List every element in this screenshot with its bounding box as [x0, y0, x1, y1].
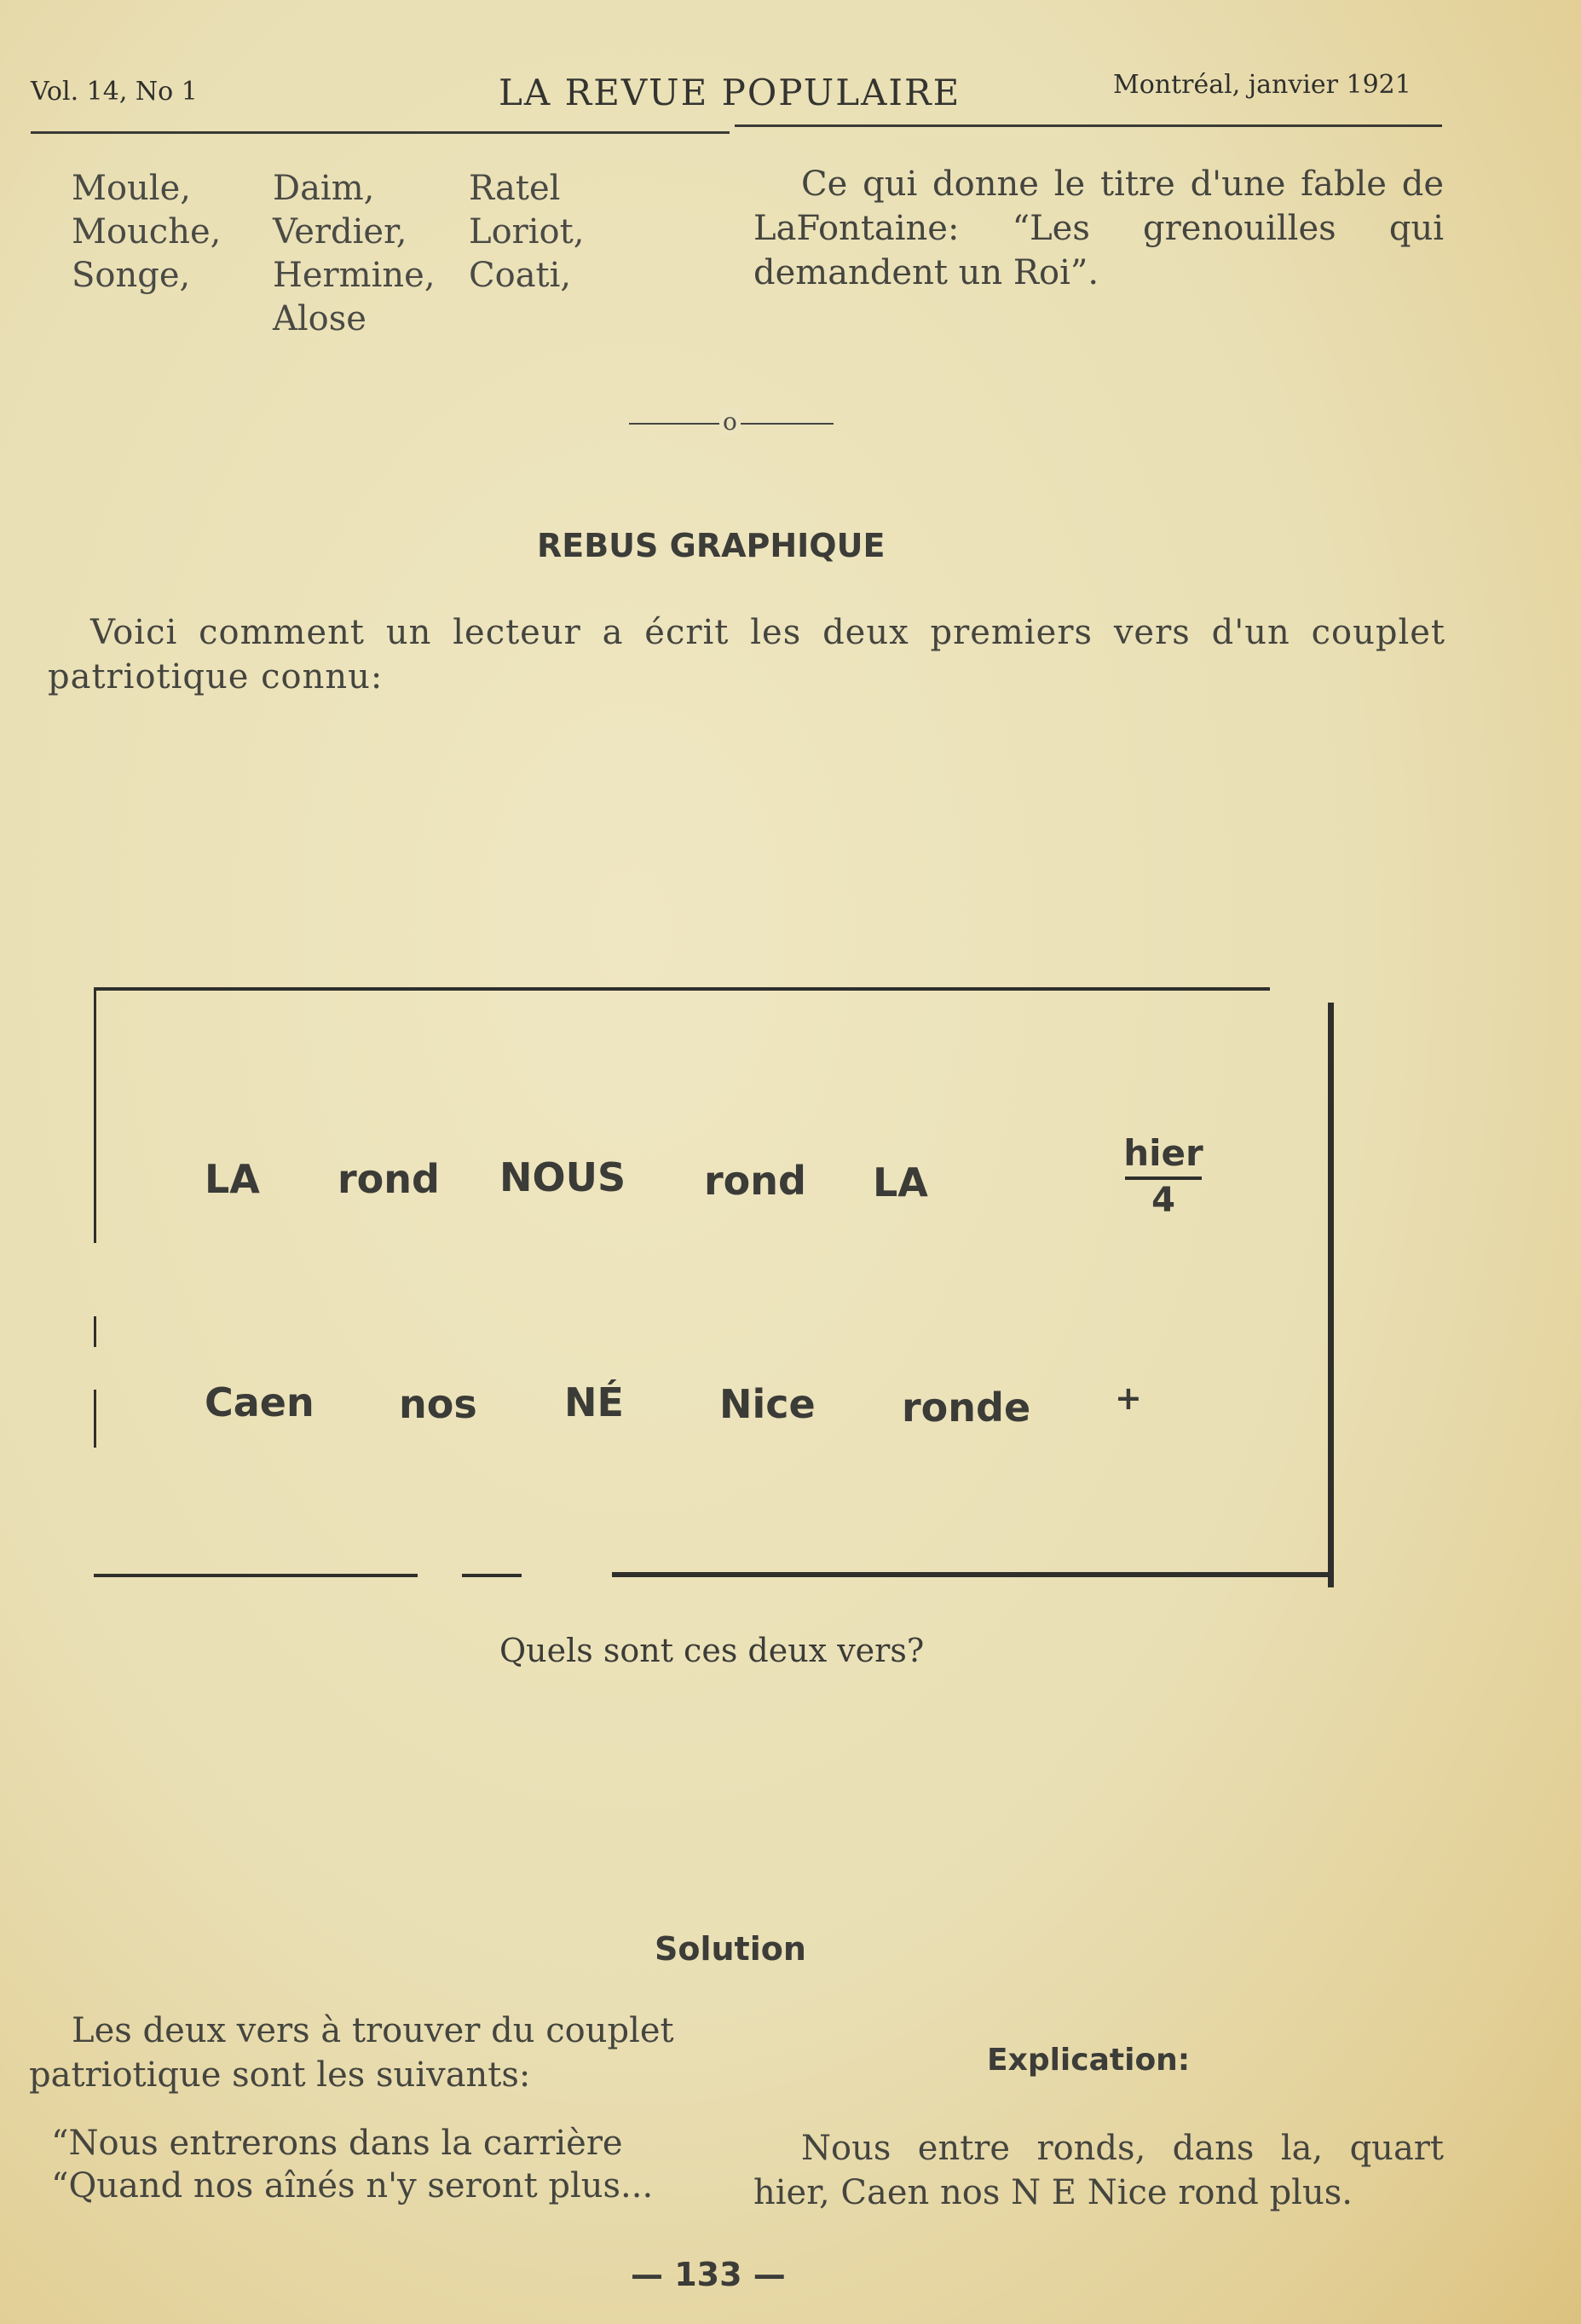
list-item: Verdier,: [273, 212, 407, 251]
box-top-border: [94, 987, 1270, 991]
explanation-heading: Explication:: [987, 2043, 1191, 2078]
rebus-fraction: [1117, 1132, 1210, 1219]
word-column-1: [72, 167, 221, 298]
list-item: Daim,: [273, 169, 375, 208]
page-number: — 133 —: [631, 2256, 786, 2293]
volume-number: Vol. 14, No 1: [31, 77, 198, 107]
list-item: Coati,: [469, 256, 572, 295]
header-rule-right: [735, 124, 1442, 127]
rebus-word: ronde: [902, 1385, 1031, 1431]
fable-title-text: Ce qui donne le titre d'une fable de LaFontaine: “Les grenouilles qui demandent un Roi”.: [753, 165, 1444, 292]
rebus-mark: +: [1115, 1379, 1142, 1417]
box-bottom-border: [612, 1572, 1333, 1577]
box-left-border: [94, 1316, 96, 1347]
rebus-word: Nice: [719, 1381, 816, 1427]
list-item: Alose: [273, 299, 366, 338]
box-left-border: [94, 987, 96, 1243]
rebus-box: [94, 987, 1351, 1591]
rebus-word: NOUS: [499, 1154, 626, 1200]
list-item: Moule,: [72, 169, 191, 208]
box-right-border: [1328, 1003, 1334, 1587]
rebus-word: rond: [338, 1156, 440, 1202]
verse-line-1: “Nous entrerons dans la carrière: [51, 2124, 623, 2163]
rebus-word: Caen: [205, 1379, 314, 1425]
rebus-description: Voici comment un lecteur a écrit les deux premiers vers d'un couplet patriotique connu:: [48, 613, 1445, 697]
list-item: Ratel: [469, 169, 561, 208]
list-item: Hermine,: [273, 256, 436, 295]
rebus-word: LA: [205, 1156, 260, 1202]
solution-intro: Les deux vers à trouver du couplet patriotique sont les suivants:: [29, 2011, 674, 2095]
header-rule-left: [31, 131, 730, 134]
rebus-question: Quels sont ces deux vers?: [499, 1632, 925, 1669]
word-column-3: [469, 167, 584, 298]
fraction-denominator: 4: [1151, 1181, 1175, 1220]
rebus-heading: REBUS GRAPHIQUE: [537, 527, 886, 564]
box-left-border: [94, 1390, 96, 1448]
explanation-text: Nous entre ronds, dans la, quart hier, Caen nos N E Nice rond plus.: [753, 2129, 1444, 2212]
issue-date: Montréal, janvier 1921: [1113, 70, 1411, 100]
box-bottom-border: [462, 1574, 522, 1577]
rebus-word: nos: [399, 1381, 477, 1427]
separator-ornament: o: [719, 408, 741, 436]
box-bottom-border: [94, 1574, 418, 1577]
list-item: Songe,: [72, 256, 191, 295]
rebus-word: rond: [704, 1158, 806, 1204]
fraction-numerator: hier: [1123, 1132, 1203, 1174]
word-column-2: [273, 167, 436, 341]
solution-heading: Solution: [655, 1930, 806, 1968]
journal-title: LA REVUE POPULAIRE: [499, 72, 961, 113]
list-item: Mouche,: [72, 212, 222, 251]
rebus-word: LA: [873, 1159, 928, 1205]
fraction-bar: [1125, 1176, 1202, 1180]
verse-line-2: “Quand nos aînés n'y seront plus...: [51, 2166, 654, 2205]
rebus-word: NÉ: [564, 1379, 624, 1425]
list-item: Loriot,: [469, 212, 585, 251]
